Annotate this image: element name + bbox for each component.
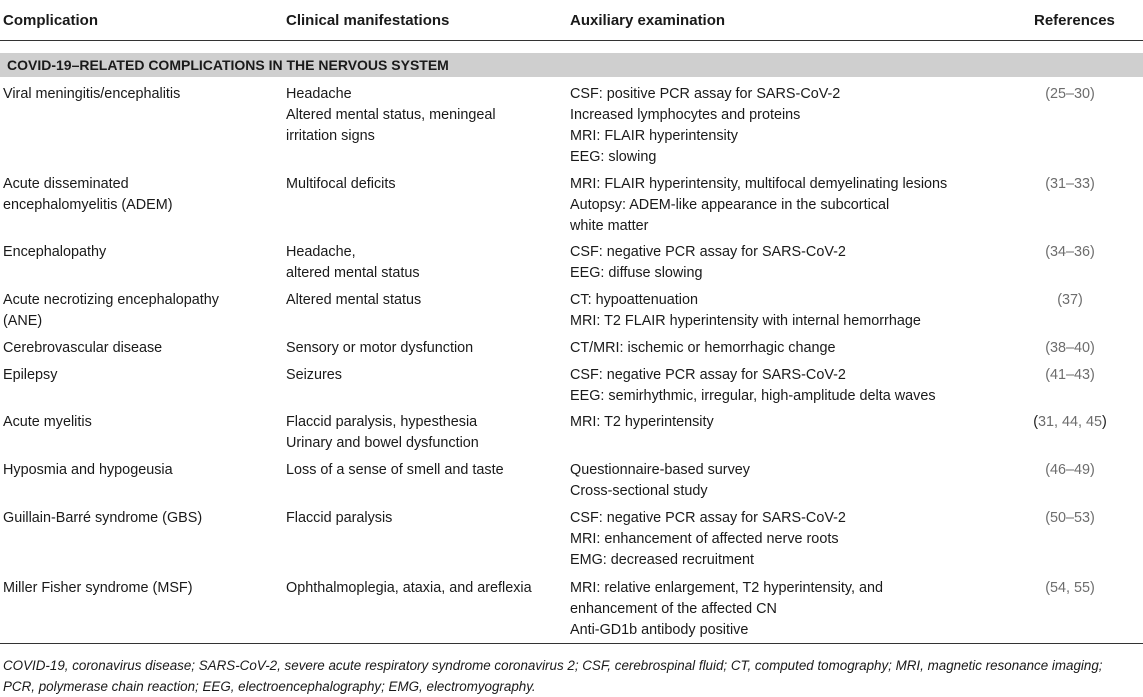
- cell-clinical-line: Flaccid paralysis, hypesthesia: [286, 414, 478, 430]
- cell-auxiliary-line: CSF: negative PCR assay for SARS-CoV-2: [570, 367, 846, 383]
- cell-complication-line: Guillain-Barré syndrome (GBS): [3, 510, 203, 526]
- cell-auxiliary-line: CSF: negative PCR assay for SARS-CoV-2: [570, 244, 846, 260]
- reference-paren: ): [1090, 580, 1095, 596]
- cell-clinical-line: Headache,: [286, 244, 356, 260]
- cell-references: [1000, 508, 1140, 529]
- reference-paren: (: [1045, 510, 1050, 526]
- cell-references: [1000, 84, 1140, 105]
- cell-complication-line: encephalomyelitis (ADEM): [3, 197, 173, 213]
- cell-complication-line: Miller Fisher syndrome (MSF): [3, 580, 193, 596]
- cell-complication: [3, 242, 268, 263]
- reference-paren: (: [1045, 367, 1050, 383]
- cell-auxiliary-line: MRI: T2 FLAIR hyperintensity with internal hemorrhage: [570, 313, 921, 329]
- cell-references: [1000, 174, 1140, 195]
- cell-complication-line: Acute necrotizing encephalopathy: [3, 292, 220, 308]
- cell-auxiliary-line: MRI: T2 hyperintensity: [570, 414, 714, 430]
- reference-paren: ): [1090, 510, 1095, 526]
- cell-clinical-line: Seizures: [286, 367, 342, 383]
- cell-clinical-line: altered mental status: [286, 265, 420, 281]
- cell-complication: [3, 338, 268, 359]
- cell-auxiliary: [570, 338, 990, 359]
- cell-auxiliary: [570, 84, 990, 168]
- reference-paren: (: [1045, 176, 1050, 192]
- cell-complication: [3, 578, 268, 599]
- cell-auxiliary: [570, 508, 990, 571]
- bottom-rule: [0, 643, 1143, 644]
- cell-references: [1000, 338, 1140, 359]
- cell-auxiliary-line: MRI: relative enlargement, T2 hyperintensity, and: [570, 580, 884, 596]
- cell-auxiliary: [570, 460, 990, 502]
- cell-auxiliary-line: MRI: enhancement of affected nerve roots: [570, 531, 839, 547]
- cell-auxiliary-line: MRI: FLAIR hyperintensity, multifocal demyelinating lesions: [570, 176, 948, 192]
- cell-auxiliary: [570, 174, 990, 237]
- cell-auxiliary-line: Anti-GD1b antibody positive: [570, 622, 749, 638]
- reference-link[interactable]: 41–43: [1049, 367, 1091, 383]
- cell-auxiliary: [570, 412, 990, 433]
- cell-auxiliary: [570, 242, 990, 284]
- header-references: References: [1034, 12, 1115, 29]
- cell-complication-line: (ANE): [3, 313, 43, 329]
- section-header: [0, 53, 1143, 77]
- cell-clinical-line: Sensory or motor dysfunction: [286, 340, 474, 356]
- reference-paren: ): [1102, 414, 1107, 430]
- cell-auxiliary-line: Cross-sectional study: [570, 483, 708, 499]
- cell-complication: [3, 174, 268, 216]
- reference-link[interactable]: 34–36: [1049, 244, 1091, 260]
- cell-clinical-line: Headache: [286, 86, 352, 102]
- reference-paren: ): [1090, 86, 1095, 102]
- reference-paren: (: [1045, 580, 1050, 596]
- section-title: COVID-19–RELATED COMPLICATIONS IN THE NERVOUS SYSTEM: [7, 57, 449, 73]
- cell-complication: [3, 460, 268, 481]
- reference-paren: ): [1090, 244, 1095, 260]
- reference-paren: ): [1090, 367, 1095, 383]
- cell-auxiliary-line: Questionnaire-based survey: [570, 462, 750, 478]
- cell-clinical: [286, 338, 556, 359]
- cell-auxiliary-line: CSF: positive PCR assay for SARS-CoV-2: [570, 86, 841, 102]
- reference-paren: ): [1078, 292, 1083, 308]
- cell-complication: [3, 412, 268, 433]
- cell-references: [1000, 412, 1140, 433]
- cell-complication: [3, 508, 268, 529]
- cell-references: [1000, 290, 1140, 311]
- cell-clinical-line: irritation signs: [286, 128, 375, 144]
- reference-paren: (: [1045, 86, 1050, 102]
- cell-auxiliary-line: EEG: slowing: [570, 149, 657, 165]
- cell-complication-line: Epilepsy: [3, 367, 58, 383]
- reference-paren: ): [1090, 176, 1095, 192]
- reference-link[interactable]: 46–49: [1049, 462, 1091, 478]
- cell-auxiliary-line: Increased lymphocytes and proteins: [570, 107, 801, 123]
- table-footnote: [3, 655, 1141, 697]
- cell-clinical: [286, 365, 556, 386]
- cell-auxiliary: [570, 290, 990, 332]
- cell-clinical-line: Altered mental status, meningeal: [286, 107, 496, 123]
- header-clinical-manifestations: Clinical manifestations: [286, 12, 450, 29]
- cell-auxiliary-line: CT/MRI: ischemic or hemorrhagic change: [570, 340, 836, 356]
- reference-link[interactable]: 38–40: [1049, 340, 1091, 356]
- cell-clinical-line: Loss of a sense of smell and taste: [286, 462, 504, 478]
- cell-clinical: [286, 290, 556, 311]
- header-rule: [0, 40, 1143, 41]
- cell-auxiliary-line: Autopsy: ADEM-like appearance in the subcortical: [570, 197, 890, 213]
- reference-paren: (: [1045, 462, 1050, 478]
- cell-complication: [3, 290, 268, 332]
- cell-clinical: [286, 174, 556, 195]
- cell-complication: [3, 84, 268, 105]
- reference-link[interactable]: 54, 55: [1049, 580, 1090, 596]
- cell-references: [1000, 578, 1140, 599]
- cell-complication-line: Cerebrovascular disease: [3, 340, 163, 356]
- reference-paren: (: [1033, 414, 1038, 430]
- cell-clinical-line: Altered mental status: [286, 292, 422, 308]
- reference-link[interactable]: 31, 44, 45: [1037, 414, 1102, 430]
- cell-auxiliary-line: white matter: [570, 218, 649, 234]
- reference-link[interactable]: 37: [1061, 292, 1078, 308]
- cell-clinical-line: Ophthalmoplegia, ataxia, and areflexia: [286, 580, 532, 596]
- cell-clinical: [286, 242, 556, 284]
- cell-complication-line: Viral meningitis/encephalitis: [3, 86, 181, 102]
- cell-clinical-line: Flaccid paralysis: [286, 510, 393, 526]
- cell-complication-line: Acute myelitis: [3, 414, 92, 430]
- cell-clinical: [286, 412, 556, 454]
- header-auxiliary-examination: Auxiliary examination: [570, 12, 726, 29]
- reference-link[interactable]: 25–30: [1049, 86, 1091, 102]
- cell-complication-line: Encephalopathy: [3, 244, 107, 260]
- cell-references: [1000, 365, 1140, 386]
- cell-complication: [3, 365, 268, 386]
- cell-auxiliary-line: MRI: FLAIR hyperintensity: [570, 128, 738, 144]
- cell-auxiliary: [570, 578, 990, 641]
- cell-auxiliary-line: EMG: decreased recruitment: [570, 552, 754, 568]
- cell-auxiliary-line: EEG: diffuse slowing: [570, 265, 703, 281]
- cell-clinical: [286, 460, 556, 481]
- cell-references: [1000, 242, 1140, 263]
- reference-paren: (: [1045, 340, 1050, 356]
- reference-paren: (: [1057, 292, 1062, 308]
- reference-link[interactable]: 50–53: [1049, 510, 1091, 526]
- header-complication: Complication: [3, 12, 99, 29]
- cell-references: [1000, 460, 1140, 481]
- reference-link[interactable]: 31–33: [1049, 176, 1091, 192]
- cell-auxiliary-line: CT: hypoattenuation: [570, 292, 699, 308]
- cell-clinical: [286, 84, 556, 147]
- reference-paren: (: [1045, 244, 1050, 260]
- cell-clinical: [286, 508, 556, 529]
- cell-auxiliary-line: enhancement of the affected CN: [570, 601, 777, 617]
- footnote-line: PCR, polymerase chain reaction; EEG, electroencephalography; EMG, electromyography.: [3, 679, 536, 694]
- reference-paren: ): [1090, 340, 1095, 356]
- cell-auxiliary-line: CSF: negative PCR assay for SARS-CoV-2: [570, 510, 846, 526]
- cell-auxiliary: [570, 365, 990, 407]
- cell-clinical-line: Urinary and bowel dysfunction: [286, 435, 479, 451]
- reference-paren: ): [1090, 462, 1095, 478]
- footnote-line: COVID-19, coronavirus disease; SARS-CoV-2, severe acute respiratory syndrome coronavirus 2; CSF, cerebrospinal fluid; CT, computed tomography; MRI, magnetic resonance imaging;: [3, 658, 1103, 673]
- cell-complication-line: Acute disseminated: [3, 176, 129, 192]
- table-header: [0, 0, 1143, 40]
- cell-clinical: [286, 578, 556, 599]
- cell-clinical-line: Multifocal deficits: [286, 176, 396, 192]
- cell-auxiliary-line: EEG: semirhythmic, irregular, high-amplitude delta waves: [570, 388, 936, 404]
- cell-complication-line: Hyposmia and hypogeusia: [3, 462, 173, 478]
